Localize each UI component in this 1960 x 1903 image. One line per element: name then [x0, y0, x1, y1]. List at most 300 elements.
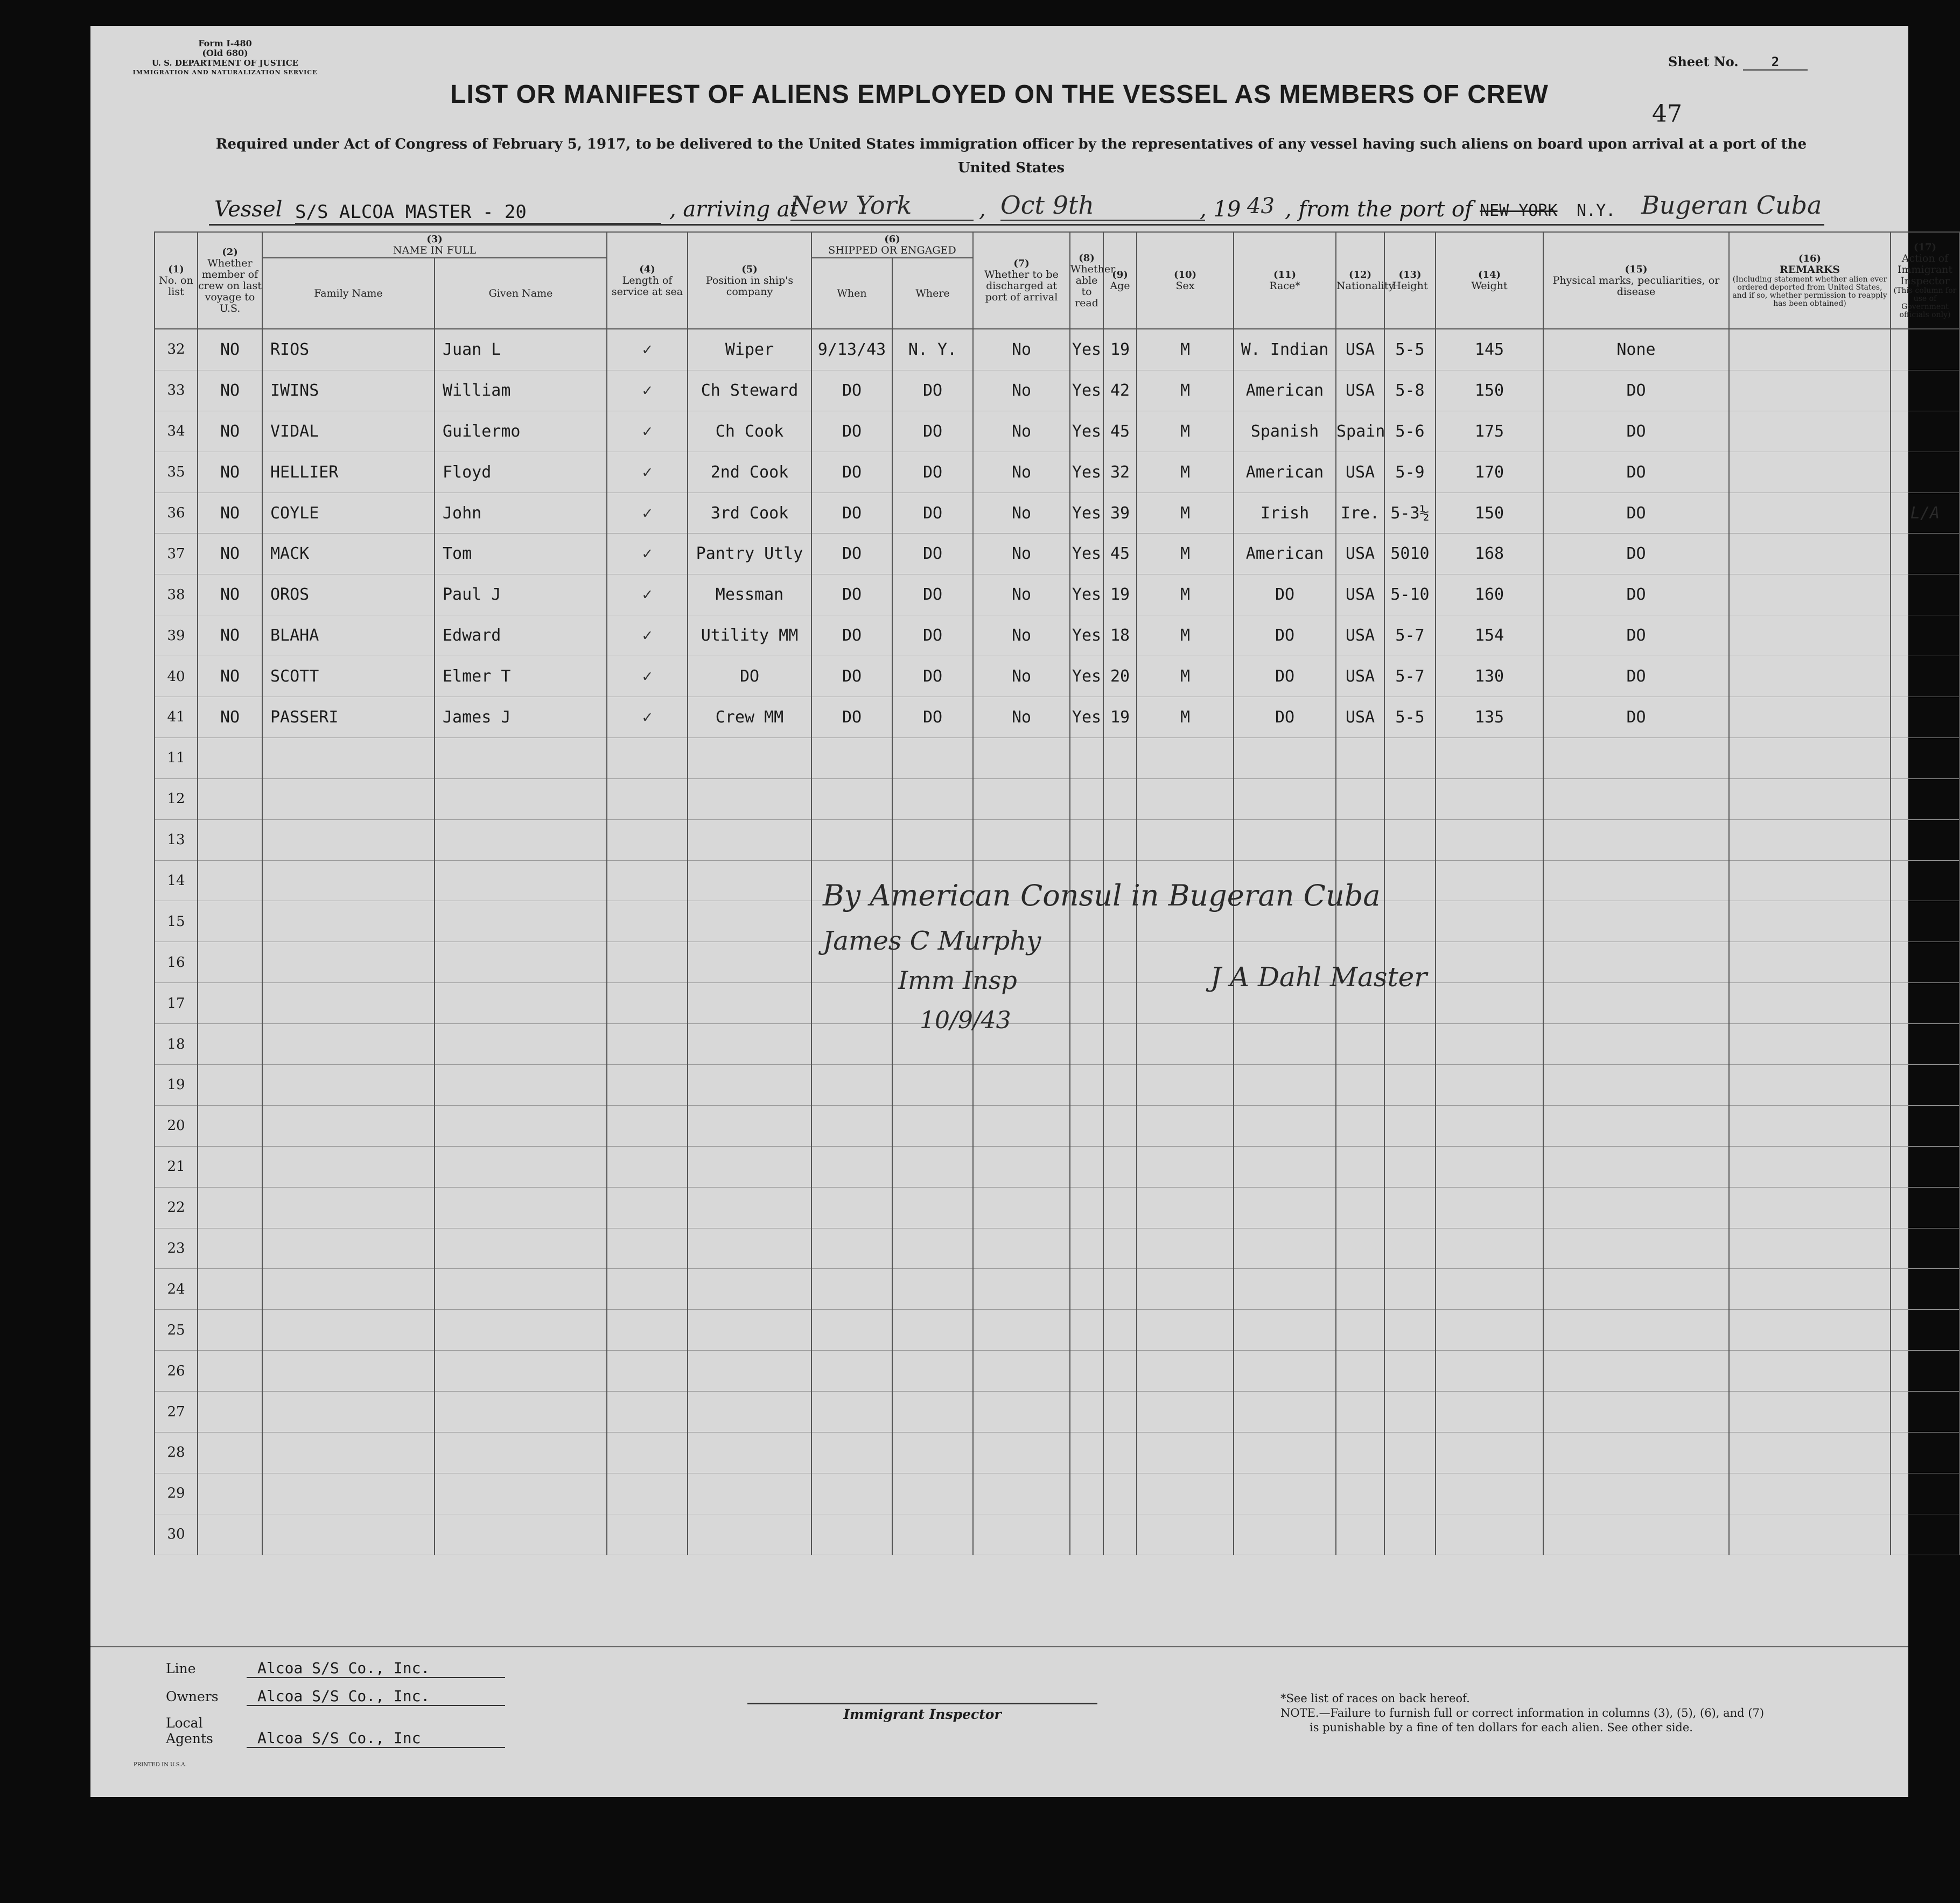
cell-where: [892, 1187, 973, 1228]
cell-read: [1070, 1228, 1103, 1269]
cell-read: [1070, 1392, 1103, 1432]
line-label: Line: [166, 1661, 196, 1676]
cell-height: 5-5: [1384, 697, 1436, 738]
cell-family-name: [262, 983, 435, 1024]
cell-given-name: John: [435, 493, 607, 533]
footnote-penalty: is punishable by a fine of ten dollars for each alien. See other side.: [1310, 1721, 1693, 1734]
cell-family-name: [262, 738, 435, 778]
cell-action: [1891, 656, 1959, 697]
cell-family-name: SCOTT: [262, 656, 435, 697]
cell-family-name: [262, 942, 435, 983]
col-marks-header: (15) Physical marks, peculiarities, or disease: [1543, 232, 1729, 329]
cell-family-name: VIDAL: [262, 411, 435, 452]
cell-discharge: No: [973, 493, 1070, 533]
cell-last-voyage: [198, 1146, 262, 1187]
cell-when: [811, 1473, 892, 1514]
cell-position: [688, 1392, 811, 1432]
cell-race: W. Indian: [1234, 329, 1336, 370]
cell-last-voyage: NO: [198, 656, 262, 697]
cell-remarks: [1729, 860, 1891, 901]
cell-no: 39: [155, 615, 198, 656]
cell-given-name: [435, 738, 607, 778]
cell-when: DO: [811, 697, 892, 738]
cell-weight: 150: [1436, 493, 1543, 533]
cell-marks: [1543, 738, 1729, 778]
cell-family-name: [262, 1187, 435, 1228]
sheet-number: [1668, 54, 1808, 71]
cell-race: [1234, 1432, 1336, 1473]
cell-family-name: RIOS: [262, 329, 435, 370]
cell-service: ✓: [607, 329, 688, 370]
cell-race: American: [1234, 533, 1336, 574]
cell-action: [1891, 1351, 1959, 1392]
cell-given-name: [435, 1432, 607, 1473]
cell-family-name: [262, 1146, 435, 1187]
cell-weight: [1436, 819, 1543, 860]
col-family-name-header: Family Name: [262, 258, 435, 329]
cell-service: ✓: [607, 656, 688, 697]
cell-service: [607, 1310, 688, 1351]
cell-where: DO: [892, 697, 973, 738]
cell-remarks: [1729, 329, 1891, 370]
year-label: , 19: [1200, 197, 1241, 222]
cell-weight: 160: [1436, 574, 1543, 615]
cell-service: [607, 1228, 688, 1269]
cell-when: [811, 1105, 892, 1146]
cell-marks: [1543, 860, 1729, 901]
cell-height: [1384, 1228, 1436, 1269]
cell-marks: [1543, 1024, 1729, 1065]
cell-remarks: [1729, 411, 1891, 452]
vessel-label: Vessel: [214, 197, 283, 222]
cell-marks: [1543, 1105, 1729, 1146]
cell-remarks: [1729, 778, 1891, 819]
cell-position: [688, 1310, 811, 1351]
cell-no: 24: [155, 1269, 198, 1310]
cell-position: [688, 738, 811, 778]
cell-family-name: MACK: [262, 533, 435, 574]
cell-age: 19: [1103, 574, 1137, 615]
cell-where: [892, 1269, 973, 1310]
cell-age: [1103, 819, 1137, 860]
cell-given-name: [435, 901, 607, 942]
cell-height: 5-9: [1384, 452, 1436, 493]
cell-age: 19: [1103, 697, 1137, 738]
cell-given-name: [435, 1228, 607, 1269]
cell-family-name: OROS: [262, 574, 435, 615]
footnote-races: *See list of races on back hereof.: [1280, 1692, 1470, 1705]
cell-where: [892, 1514, 973, 1555]
col-shipped-header: (6) SHIPPED OR ENGAGED: [811, 232, 973, 258]
cell-marks: [1543, 1351, 1729, 1392]
cell-remarks: [1729, 1065, 1891, 1106]
table-row: [155, 1310, 1959, 1351]
owners-value: Alcoa S/S Co., Inc.: [247, 1687, 505, 1706]
arriving-label: , arriving at: [669, 197, 799, 222]
cell-nationality: Ire.: [1336, 493, 1384, 533]
cell-sex: [1137, 1473, 1234, 1514]
cell-when: [811, 1392, 892, 1432]
cell-age: 20: [1103, 656, 1137, 697]
cell-race: Irish: [1234, 493, 1336, 533]
cell-no: 27: [155, 1392, 198, 1432]
cell-last-voyage: NO: [198, 493, 262, 533]
cell-service: [607, 1432, 688, 1473]
cell-age: [1103, 1392, 1137, 1432]
cell-position: [688, 1473, 811, 1514]
cell-read: [1070, 1473, 1103, 1514]
table-row: [155, 697, 1959, 738]
cell-discharge: [973, 1187, 1070, 1228]
cell-height: [1384, 1392, 1436, 1432]
cell-discharge: No: [973, 656, 1070, 697]
cell-service: [607, 1024, 688, 1065]
cell-sex: [1137, 1228, 1234, 1269]
cell-remarks: [1729, 1310, 1891, 1351]
cell-nationality: USA: [1336, 370, 1384, 411]
cell-action: [1891, 697, 1959, 738]
table-row: [155, 656, 1959, 697]
cell-no: 22: [155, 1187, 198, 1228]
cell-marks: [1543, 1514, 1729, 1555]
cell-read: Yes: [1070, 493, 1103, 533]
cell-weight: [1436, 1187, 1543, 1228]
cell-age: 18: [1103, 615, 1137, 656]
cell-age: [1103, 1146, 1137, 1187]
cell-when: DO: [811, 656, 892, 697]
cell-marks: [1543, 1228, 1729, 1269]
cell-service: [607, 942, 688, 983]
cell-marks: [1543, 1392, 1729, 1432]
from-port-typed: N.Y.: [1577, 201, 1616, 220]
cell-height: 5-10: [1384, 574, 1436, 615]
col-service-header: (4) Length of service at sea: [607, 232, 688, 329]
cell-sex: [1137, 1310, 1234, 1351]
cell-weight: [1436, 1473, 1543, 1514]
cell-no: 13: [155, 819, 198, 860]
cell-remarks: [1729, 819, 1891, 860]
cell-marks: DO: [1543, 656, 1729, 697]
cell-service: [607, 738, 688, 778]
cell-marks: [1543, 819, 1729, 860]
cell-last-voyage: NO: [198, 533, 262, 574]
cell-where: [892, 738, 973, 778]
page-title: LIST OR MANIFEST OF ALIENS EMPLOYED ON THE VESSEL AS MEMBERS OF CREW: [450, 80, 1549, 109]
cell-weight: [1436, 738, 1543, 778]
cell-marks: DO: [1543, 370, 1729, 411]
table-row: [155, 819, 1959, 860]
cell-last-voyage: [198, 901, 262, 942]
cell-when: [811, 819, 892, 860]
cell-race: [1234, 1392, 1336, 1432]
cell-read: [1070, 1310, 1103, 1351]
cell-read: Yes: [1070, 574, 1103, 615]
cell-when: [811, 1228, 892, 1269]
cell-age: [1103, 1187, 1137, 1228]
table-row: [155, 1392, 1959, 1432]
cell-position: Ch Cook: [688, 411, 811, 452]
cell-action: [1891, 533, 1959, 574]
cell-sex: [1137, 778, 1234, 819]
col-race-header: (11) Race*: [1234, 232, 1336, 329]
cell-age: 32: [1103, 452, 1137, 493]
table-row: [155, 738, 1959, 778]
cell-service: [607, 1514, 688, 1555]
cell-no: 12: [155, 778, 198, 819]
cell-where: [892, 1432, 973, 1473]
cell-nationality: Spain: [1336, 411, 1384, 452]
cell-remarks: [1729, 493, 1891, 533]
cell-service: ✓: [607, 370, 688, 411]
cell-action: [1891, 1432, 1959, 1473]
inspector-title: Imm Insp: [898, 966, 1017, 995]
cell-nationality: [1336, 1146, 1384, 1187]
cell-height: [1384, 1105, 1436, 1146]
from-port-handwritten: Bugeran Cuba: [1641, 191, 1822, 220]
cell-sex: M: [1137, 370, 1234, 411]
col-weight-header: (14) Weight: [1436, 232, 1543, 329]
cell-last-voyage: NO: [198, 697, 262, 738]
cell-where: DO: [892, 574, 973, 615]
cell-read: [1070, 1105, 1103, 1146]
cell-remarks: [1729, 533, 1891, 574]
cell-discharge: [973, 1146, 1070, 1187]
cell-when: [811, 1146, 892, 1187]
cell-position: [688, 1228, 811, 1269]
cell-nationality: USA: [1336, 656, 1384, 697]
cell-position: Crew MM: [688, 697, 811, 738]
cell-given-name: William: [435, 370, 607, 411]
footer-line-row: [166, 1659, 505, 1683]
cell-where: [892, 1105, 973, 1146]
cell-weight: [1436, 1105, 1543, 1146]
cell-given-name: [435, 1105, 607, 1146]
cell-given-name: [435, 778, 607, 819]
cell-read: Yes: [1070, 615, 1103, 656]
cell-weight: [1436, 1351, 1543, 1392]
col-action-header: (17) Action of Immigrant Inspector (This column for use of Government officials only): [1891, 232, 1959, 329]
cell-no: 20: [155, 1105, 198, 1146]
table-row: [155, 493, 1959, 533]
cell-remarks: [1729, 1473, 1891, 1514]
cell-action: [1891, 1024, 1959, 1065]
cell-height: 5-5: [1384, 329, 1436, 370]
footer-agents-row: [166, 1715, 505, 1747]
cell-race: [1234, 1187, 1336, 1228]
cell-age: [1103, 1310, 1137, 1351]
cell-where: DO: [892, 411, 973, 452]
cell-sex: [1137, 738, 1234, 778]
cell-family-name: [262, 1310, 435, 1351]
cell-weight: 170: [1436, 452, 1543, 493]
cell-last-voyage: NO: [198, 370, 262, 411]
cell-action: [1891, 738, 1959, 778]
cell-read: [1070, 778, 1103, 819]
cell-height: [1384, 1432, 1436, 1473]
cell-weight: 130: [1436, 656, 1543, 697]
cell-height: [1384, 778, 1436, 819]
cell-remarks: [1729, 1105, 1891, 1146]
cell-last-voyage: [198, 1024, 262, 1065]
cell-marks: [1543, 1269, 1729, 1310]
cell-family-name: [262, 1065, 435, 1106]
cell-where: DO: [892, 533, 973, 574]
table-row: [155, 1432, 1959, 1473]
cell-position: Pantry Utly: [688, 533, 811, 574]
cell-no: 38: [155, 574, 198, 615]
cell-height: 5-6: [1384, 411, 1436, 452]
cell-last-voyage: [198, 1473, 262, 1514]
cell-given-name: Elmer T: [435, 656, 607, 697]
cell-last-voyage: NO: [198, 411, 262, 452]
cell-last-voyage: [198, 1105, 262, 1146]
cell-remarks: [1729, 615, 1891, 656]
cell-remarks: [1729, 574, 1891, 615]
cell-no: 28: [155, 1432, 198, 1473]
cell-sex: M: [1137, 533, 1234, 574]
agents-label: Local Agents: [166, 1715, 213, 1746]
cell-height: [1384, 1146, 1436, 1187]
cell-remarks: [1729, 697, 1891, 738]
cell-where: [892, 1392, 973, 1432]
cell-marks: [1543, 983, 1729, 1024]
cell-sex: [1137, 1269, 1234, 1310]
cell-family-name: HELLIER: [262, 452, 435, 493]
cell-last-voyage: [198, 1269, 262, 1310]
cell-weight: [1436, 1146, 1543, 1187]
table-row: [155, 370, 1959, 411]
cell-marks: [1543, 1065, 1729, 1106]
footnote-note: NOTE.—Failure to furnish full or correct information in columns (3), (5), (6), and (7): [1280, 1707, 1765, 1719]
cell-age: [1103, 778, 1137, 819]
cell-nationality: [1336, 1514, 1384, 1555]
cell-remarks: [1729, 983, 1891, 1024]
cell-read: [1070, 738, 1103, 778]
cell-given-name: [435, 1269, 607, 1310]
cell-discharge: No: [973, 452, 1070, 493]
cell-when: [811, 1351, 892, 1392]
cell-when: 9/13/43: [811, 329, 892, 370]
cell-position: [688, 1187, 811, 1228]
cell-given-name: [435, 942, 607, 983]
handwritten-notes: [737, 866, 1544, 1092]
cell-height: [1384, 1310, 1436, 1351]
agents-value: Alcoa S/S Co., Inc: [247, 1729, 505, 1748]
cell-read: [1070, 1187, 1103, 1228]
cell-sex: M: [1137, 615, 1234, 656]
cell-action: [1891, 1065, 1959, 1106]
cell-sex: [1137, 1351, 1234, 1392]
cell-position: [688, 1432, 811, 1473]
col-position-header: (5) Position in ship's company: [688, 232, 811, 329]
cell-no: 41: [155, 697, 198, 738]
cell-nationality: [1336, 1351, 1384, 1392]
cell-when: DO: [811, 615, 892, 656]
cell-discharge: [973, 1105, 1070, 1146]
cell-action: [1891, 860, 1959, 901]
cell-nationality: [1336, 819, 1384, 860]
cell-no: 11: [155, 738, 198, 778]
cell-marks: [1543, 1310, 1729, 1351]
cell-last-voyage: NO: [198, 452, 262, 493]
cell-when: DO: [811, 533, 892, 574]
manifest-sheet: [90, 26, 1957, 1797]
cell-last-voyage: [198, 738, 262, 778]
cell-marks: DO: [1543, 493, 1729, 533]
cell-age: [1103, 1473, 1137, 1514]
cell-given-name: Edward: [435, 615, 607, 656]
cell-age: 45: [1103, 533, 1137, 574]
form-number: Form I-480: [198, 38, 252, 48]
cell-when: [811, 1310, 892, 1351]
cell-nationality: [1336, 1105, 1384, 1146]
department-name: U. S. DEPARTMENT OF JUSTICE: [151, 58, 299, 68]
cell-race: DO: [1234, 574, 1336, 615]
cell-remarks: [1729, 1392, 1891, 1432]
col-age-header: (9) Age: [1103, 232, 1137, 329]
cell-sex: [1137, 819, 1234, 860]
form-identifier: [128, 39, 322, 78]
cell-action: [1891, 615, 1959, 656]
cell-family-name: [262, 1432, 435, 1473]
cell-action: [1891, 1473, 1959, 1514]
cell-action: [1891, 1146, 1959, 1187]
table-row: [155, 1473, 1959, 1514]
consul-note: By American Consul in Bugeran Cuba: [823, 879, 1381, 912]
cell-weight: 145: [1436, 329, 1543, 370]
cell-sex: [1137, 1187, 1234, 1228]
cell-sex: M: [1137, 329, 1234, 370]
inspector-date: 10/9/43: [920, 1007, 1011, 1034]
cell-family-name: [262, 860, 435, 901]
from-label: , from the port of: [1285, 197, 1473, 222]
cell-marks: [1543, 1187, 1729, 1228]
cell-race: DO: [1234, 656, 1336, 697]
cell-family-name: [262, 901, 435, 942]
cell-marks: DO: [1543, 411, 1729, 452]
cell-position: [688, 1269, 811, 1310]
cell-race: [1234, 819, 1336, 860]
cell-last-voyage: [198, 1392, 262, 1432]
cell-discharge: [973, 738, 1070, 778]
cell-service: [607, 819, 688, 860]
table-row: [155, 452, 1959, 493]
table-row: [155, 1514, 1959, 1555]
cell-position: [688, 1105, 811, 1146]
cell-discharge: No: [973, 697, 1070, 738]
cell-service: ✓: [607, 615, 688, 656]
cell-race: [1234, 738, 1336, 778]
cell-age: [1103, 1514, 1137, 1555]
cell-discharge: [973, 819, 1070, 860]
cell-sex: [1137, 1146, 1234, 1187]
cell-race: American: [1234, 370, 1336, 411]
cell-sex: M: [1137, 452, 1234, 493]
from-port-struck: NEW YORK: [1480, 201, 1558, 220]
table-row: [155, 1228, 1959, 1269]
cell-remarks: [1729, 1187, 1891, 1228]
cell-height: [1384, 1269, 1436, 1310]
cell-position: Messman: [688, 574, 811, 615]
cell-weight: 154: [1436, 615, 1543, 656]
cell-last-voyage: [198, 819, 262, 860]
cell-sex: [1137, 1105, 1234, 1146]
cell-read: Yes: [1070, 411, 1103, 452]
cell-service: ✓: [607, 411, 688, 452]
cell-marks: [1543, 942, 1729, 983]
cell-family-name: [262, 1024, 435, 1065]
cell-action: [1891, 1269, 1959, 1310]
